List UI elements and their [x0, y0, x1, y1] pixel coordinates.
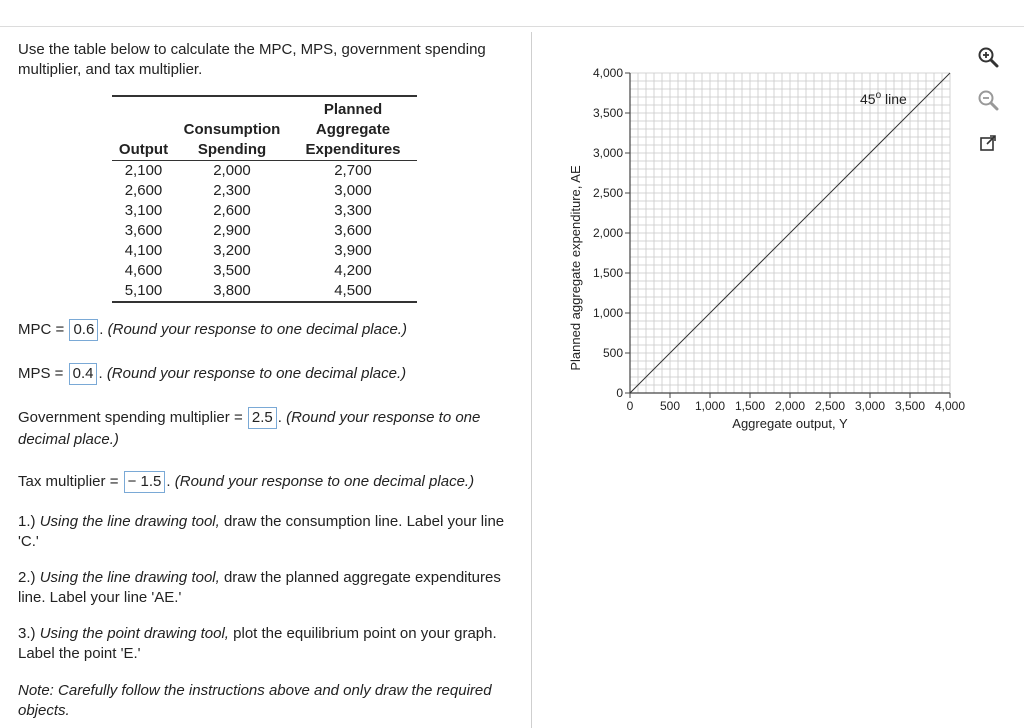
y-tick-label: 4,000	[592, 66, 623, 80]
table-row	[112, 201, 417, 221]
tax-label: Tax multiplier =	[18, 473, 119, 490]
gov-hint: (Round your response to one	[286, 409, 481, 426]
x-tick-label: 0	[626, 399, 634, 413]
zoom-out-button[interactable]	[975, 87, 1001, 113]
mps-question: MPS = 0.4 . (Round your response to one decimal place.)	[18, 363, 406, 385]
gov-label: Government spending multiplier =	[18, 409, 243, 426]
pane-divider	[531, 32, 532, 728]
x-tick-label: 4,000	[934, 399, 966, 413]
instruction-2	[18, 568, 523, 608]
table-cell: 4,200	[334, 262, 372, 279]
instruction-number: 1.)	[18, 513, 36, 530]
question-panel	[18, 40, 528, 719]
y-tick-label: 2,500	[592, 186, 623, 200]
table-row	[112, 221, 417, 241]
instruction-tool: Using the line drawing tool,	[39, 569, 220, 586]
table-header	[175, 96, 289, 120]
tax-multiplier-question: Tax multiplier = − 1.5 . (Round your response to one decimal place.)	[18, 471, 474, 493]
table-cell: 2,600	[213, 202, 251, 219]
x-tick-label: 3,000	[854, 399, 886, 413]
mpc-answer-field[interactable]: 0.6	[69, 319, 98, 341]
data-table	[112, 95, 417, 303]
table-cell: 3,500	[213, 262, 251, 279]
table-cell: 2,300	[213, 182, 251, 199]
table-header	[112, 120, 175, 140]
table-header: Output	[112, 140, 175, 161]
table-cell: 4,600	[124, 262, 163, 279]
x-tick-label: 1,500	[734, 399, 766, 413]
mpc-label: MPC =	[18, 321, 65, 338]
table-cell: 3,300	[334, 202, 372, 219]
instruction-text: plot the equilibrium point on your graph. Label the point 'E.'	[18, 625, 497, 662]
instruction-tool: Using the line drawing tool,	[39, 513, 220, 530]
table-cell: 3,900	[334, 242, 372, 259]
y-tick-label: 1,500	[592, 266, 623, 280]
note-text: Note: Carefully follow the instructions above and only draw the required objects.	[18, 682, 492, 719]
table-header: Planned	[289, 96, 417, 120]
table-cell: 3,200	[213, 242, 251, 259]
open-external-button[interactable]	[975, 130, 1001, 156]
table-cell: 5,100	[112, 281, 175, 302]
external-link-icon	[978, 133, 998, 153]
table-cell: 3,800	[175, 281, 289, 302]
table-cell: 4,100	[124, 242, 163, 259]
mpc-question: MPC = 0.6 . (Round your response to one decimal place.)	[18, 319, 407, 341]
gov-hint-cont: decimal place.)	[18, 431, 119, 448]
table-cell: 2,900	[213, 222, 251, 239]
instruction-3	[18, 624, 523, 664]
mps-hint: (Round your response to one decimal place.)	[106, 365, 407, 382]
table-cell: 2,000	[213, 162, 251, 179]
table-header: Spending	[175, 140, 289, 161]
instruction-text: draw the planned aggregate expenditures line. Label your line 'AE.'	[18, 569, 501, 606]
table-cell: 2,100	[124, 162, 163, 179]
y-axis-label: Planned aggregate expenditure, AE	[568, 165, 583, 371]
tax-answer-field[interactable]: − 1.5	[124, 471, 166, 493]
x-tick-label: 500	[659, 399, 681, 413]
y-tick-label: 500	[602, 346, 623, 360]
x-tick-label: 2,000	[774, 399, 806, 413]
table-cell: 2,600	[124, 182, 163, 199]
y-tick-label: 2,000	[592, 226, 623, 240]
zoom-out-icon	[977, 89, 999, 111]
zoom-in-button[interactable]	[975, 44, 1001, 70]
table-cell: 3,100	[124, 202, 163, 219]
y-tick-label: 3,500	[592, 106, 623, 120]
instruction-number: 2.)	[18, 569, 36, 586]
gov-answer-field[interactable]: 2.5	[248, 407, 277, 429]
x-tick-label: 2,500	[814, 399, 846, 413]
mps-label: MPS =	[18, 365, 64, 382]
instruction-number: 3.)	[18, 625, 36, 642]
gov-multiplier-question: Government spending multiplier = 2.5 . (Round your response to one decimal place.)	[18, 409, 481, 448]
x-axis-label: Aggregate output, Y	[732, 416, 848, 431]
table-cell: 2,700	[334, 162, 372, 179]
x-tick-label: 1,000	[694, 399, 726, 413]
x-tick-label: 3,500	[894, 399, 926, 413]
y-tick-label: 3,000	[592, 146, 623, 160]
y-tick-label: 1,000	[592, 306, 623, 320]
zoom-in-icon	[977, 46, 999, 68]
table-header	[112, 96, 175, 120]
table-cell: 3,000	[334, 182, 372, 199]
y-tick-label: 0	[616, 386, 623, 400]
table-row	[112, 281, 417, 302]
table-header: Consumption	[183, 121, 281, 138]
line-annotation: 45$^o$ line	[860, 90, 907, 107]
top-divider	[0, 26, 1024, 27]
intro-text: Use the table below to calculate the MPC, MPS, government spending multiplier, and tax multiplier.	[18, 41, 486, 78]
mps-answer-field[interactable]: 0.4	[69, 363, 98, 385]
instruction-tool: Using the point drawing tool,	[39, 625, 229, 642]
table-row	[112, 261, 417, 281]
table-cell: 3,600	[334, 222, 372, 239]
table-header: Expenditures	[289, 140, 417, 161]
mpc-hint: (Round your response to one decimal place.)	[107, 321, 407, 338]
table-row	[112, 181, 417, 201]
instruction-text: draw the consumption line. Label your line 'C.'	[18, 513, 505, 550]
ae-graph[interactable]	[560, 60, 980, 440]
table-header: Aggregate	[315, 121, 391, 138]
table-row	[112, 161, 417, 182]
table-row	[112, 241, 417, 261]
table-cell: 3,600	[124, 222, 163, 239]
table-cell: 4,500	[289, 281, 417, 302]
instruction-1	[18, 512, 523, 552]
tax-hint: (Round your response to one decimal place.)	[174, 473, 475, 490]
